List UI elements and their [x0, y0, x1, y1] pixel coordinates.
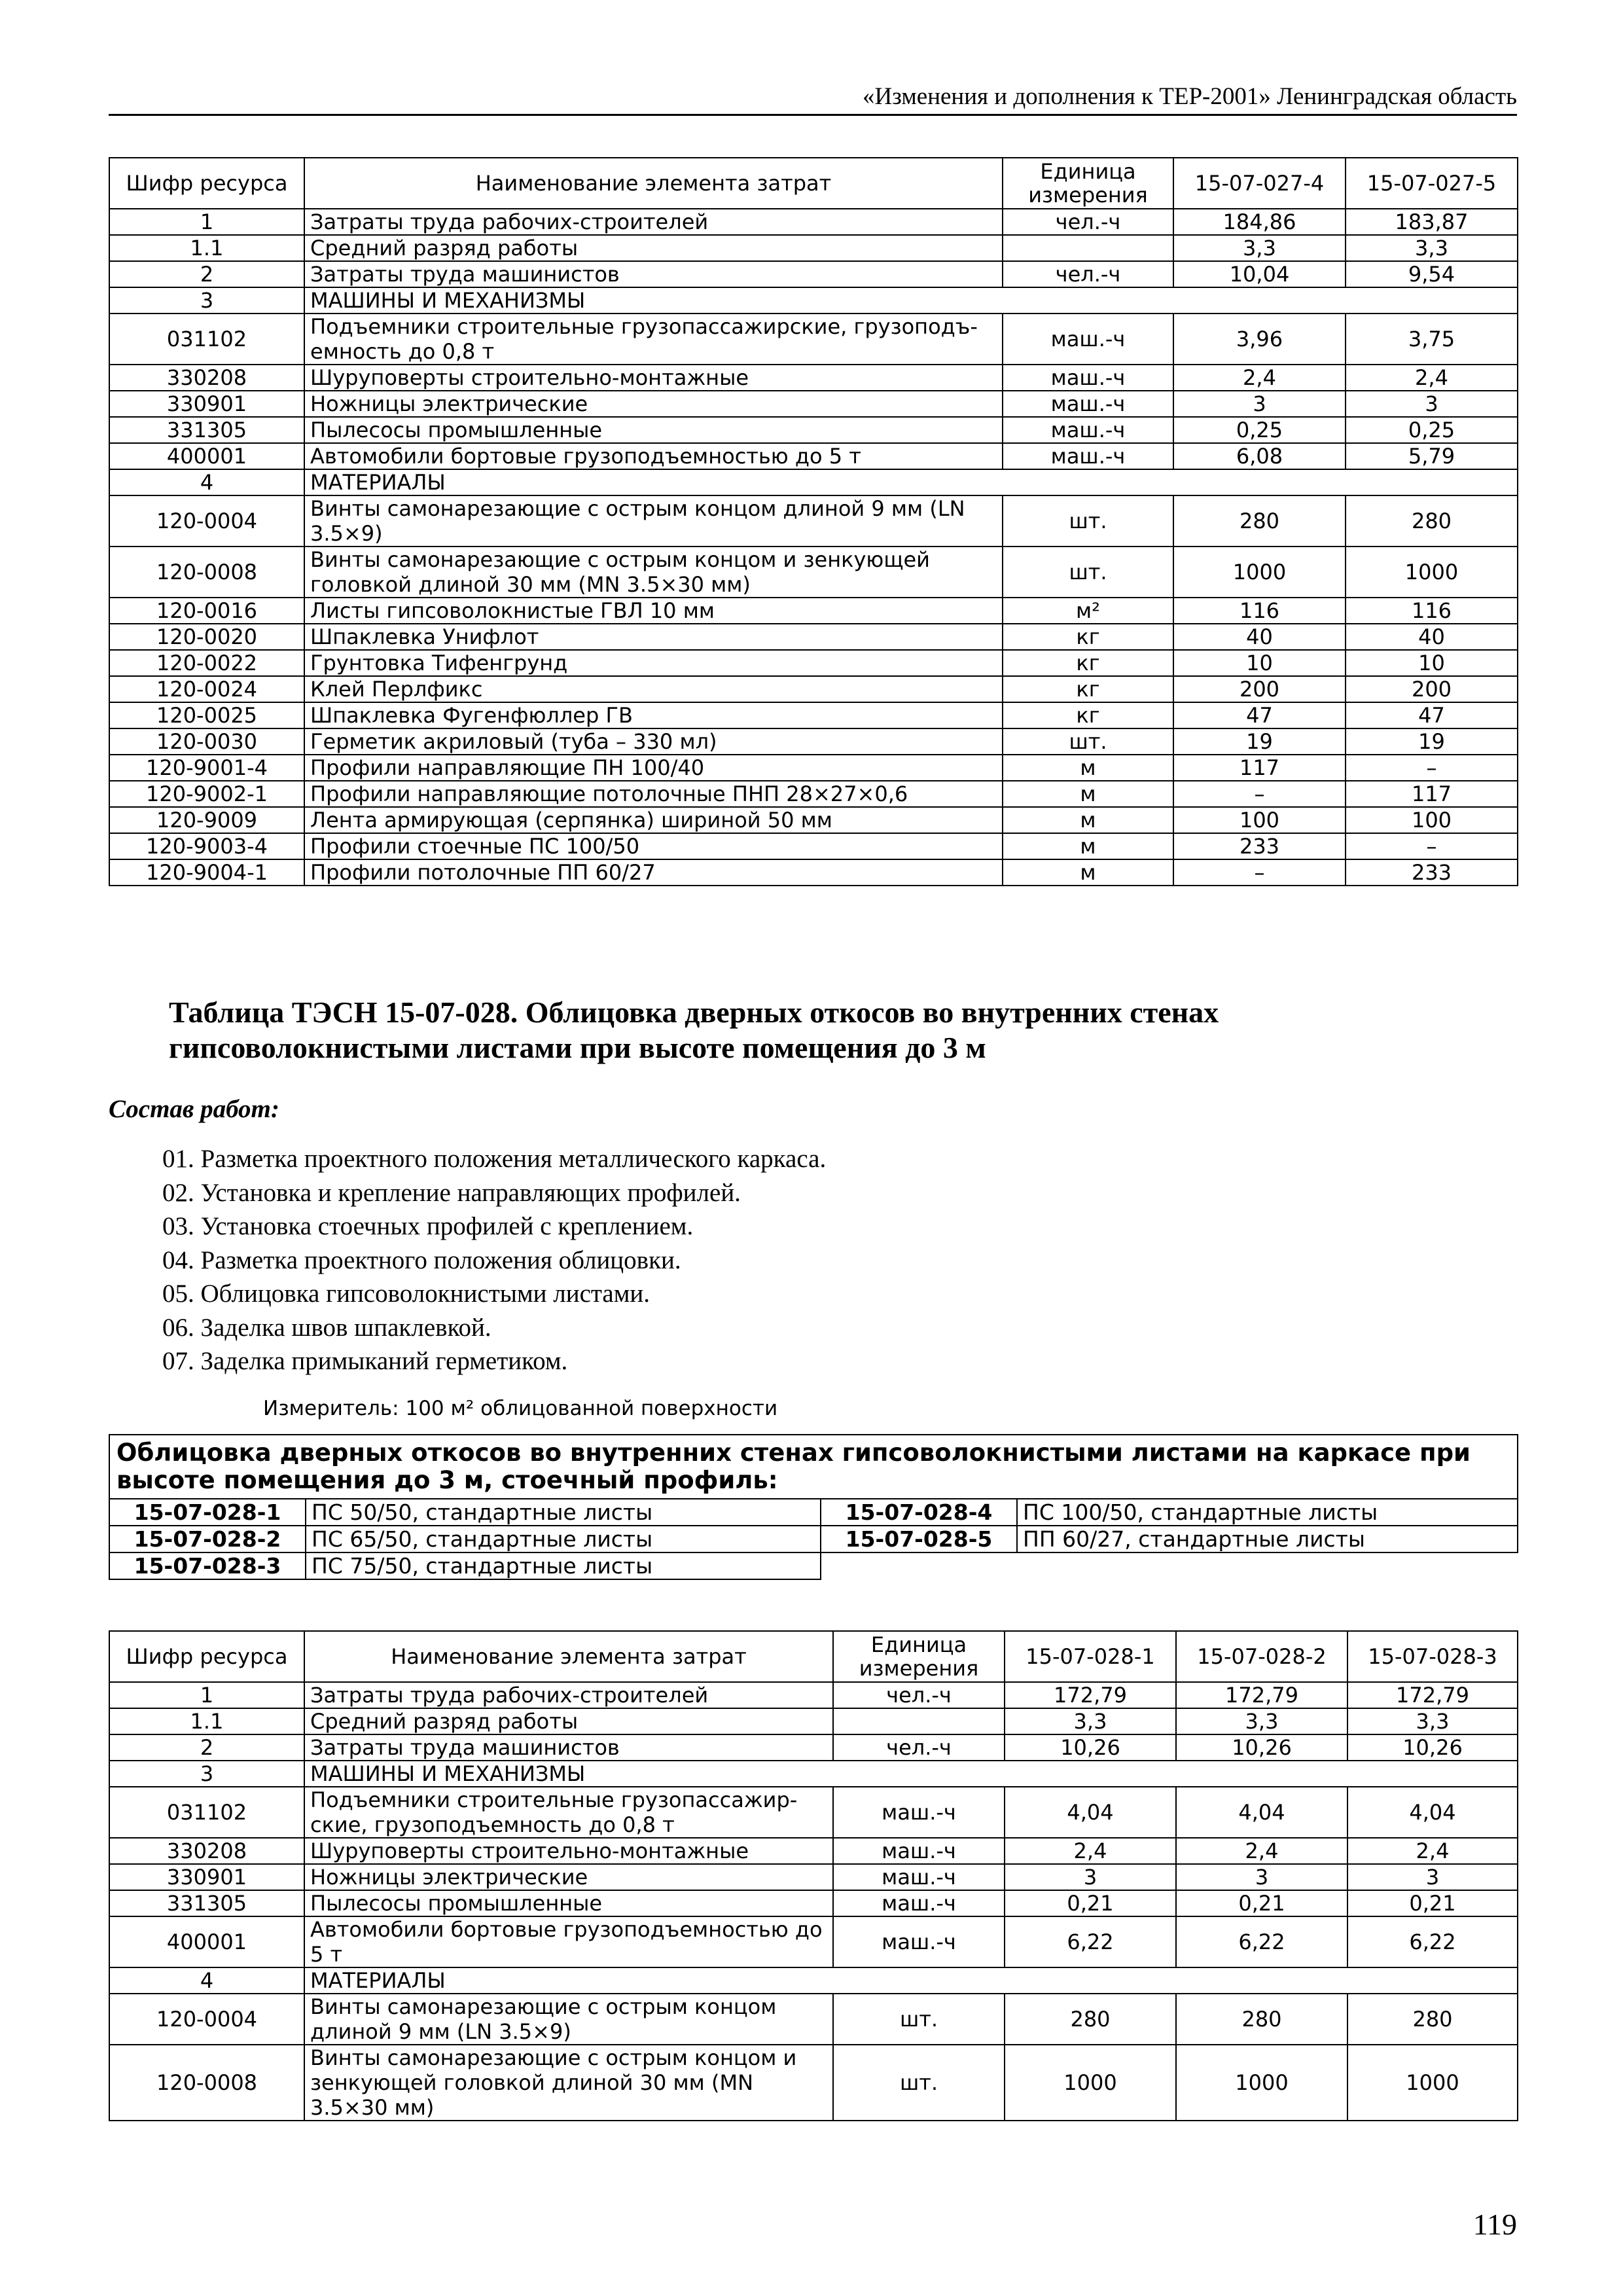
cell-value: 3,75 — [1346, 314, 1518, 365]
cell-name: МАШИНЫ И МЕХАНИЗМЫ — [304, 1761, 1518, 1787]
cell-value: 280 — [1005, 1994, 1176, 2045]
cell-name: МАШИНЫ И МЕХАНИЗМЫ — [304, 287, 1518, 314]
cell-value: 2,4 — [1173, 365, 1346, 391]
table-row — [109, 547, 1518, 598]
list-item: 02. Установка и крепление направляющих профилей. — [162, 1178, 741, 1207]
table-row — [109, 1734, 1518, 1761]
cell-unit: м — [1003, 781, 1173, 807]
cell-value: – — [1346, 833, 1518, 859]
cell-value: 10 — [1173, 650, 1346, 676]
table-row — [109, 859, 1518, 886]
cell-unit: кг — [1003, 676, 1173, 702]
cell-code: 120-9004-1 — [109, 859, 304, 886]
cell-code: 120-0008 — [109, 2045, 304, 2121]
cell-name: Листы гипсоволокнистые ГВЛ 10 мм — [304, 598, 1003, 624]
cell-name: Шуруповерты строительно-монтажные — [304, 1838, 833, 1864]
cell-code: 120-0030 — [109, 728, 304, 755]
variant-code: 15-07-028-3 — [109, 1552, 306, 1579]
cell-code: 120-9001-4 — [109, 755, 304, 781]
cell-value: 2,4 — [1347, 1838, 1518, 1864]
cell-value: 6,22 — [1005, 1916, 1176, 1967]
cell-value: 4,04 — [1347, 1787, 1518, 1838]
col-header-name: Наименование элемента затрат — [304, 1631, 833, 1682]
cell-value: 5,79 — [1346, 443, 1518, 469]
measurement-unit: Измеритель: 100 м² облицованной поверхности — [263, 1397, 778, 1420]
variants-table — [109, 1434, 1518, 1580]
cell-code: 1.1 — [109, 235, 304, 261]
cell-unit: маш.-ч — [833, 1890, 1005, 1916]
cell-value: 6,22 — [1347, 1916, 1518, 1967]
table-body — [109, 209, 1518, 886]
cell-name: Лента армирующая (серпянка) шириной 50 мм — [304, 807, 1003, 833]
table-row — [109, 1761, 1518, 1787]
resource-table-027 — [109, 157, 1518, 886]
cell-value: 47 — [1346, 702, 1518, 728]
table-row — [109, 598, 1518, 624]
table-row — [109, 1838, 1518, 1864]
table-row — [109, 624, 1518, 650]
cell-value: 100 — [1346, 807, 1518, 833]
variants-caption-row — [109, 1435, 1518, 1499]
cell-code: 2 — [109, 1734, 304, 1761]
table-row — [109, 1552, 1518, 1579]
cell-unit: м² — [1003, 598, 1173, 624]
variant-desc: ПС 50/50, стандартные листы — [306, 1499, 821, 1526]
table-row — [109, 495, 1518, 547]
cell-name: Винты самонарезающие с острым концом длиной 9 мм (LN 3.5×9) — [304, 495, 1003, 547]
variant-desc: ПС 100/50, стандартные листы — [1017, 1499, 1518, 1526]
cell-code: 330901 — [109, 391, 304, 417]
cell-code: 120-0004 — [109, 495, 304, 547]
table-row — [109, 314, 1518, 365]
cell-value: 3,3 — [1347, 1708, 1518, 1734]
cell-value: 19 — [1346, 728, 1518, 755]
col-header-code: Шифр ресурса — [109, 158, 304, 209]
cell-name: Профили потолочные ПП 60/27 — [304, 859, 1003, 886]
table-row — [109, 469, 1518, 495]
cell-unit: маш.-ч — [1003, 391, 1173, 417]
col-header-028-3: 15-07-028-3 — [1347, 1631, 1518, 1682]
cell-value: 10,04 — [1173, 261, 1346, 287]
cell-code: 120-9002-1 — [109, 781, 304, 807]
cell-name: Шпаклевка Унифлот — [304, 624, 1003, 650]
cell-name: МАТЕРИАЛЫ — [304, 1967, 1518, 1994]
cell-name: Затраты труда машинистов — [304, 261, 1003, 287]
cell-unit: чел.-ч — [1003, 261, 1173, 287]
table-row — [109, 391, 1518, 417]
cell-name: Затраты труда рабочих-строителей — [304, 209, 1003, 235]
cell-value: 172,79 — [1005, 1682, 1176, 1708]
variant-code: 15-07-028-2 — [109, 1526, 306, 1552]
running-header: «Изменения и дополнения к ТЕР-2001» Ленинградская область — [109, 84, 1517, 116]
cell-value: 280 — [1176, 1994, 1347, 2045]
col-header-unit: Единица измерения — [1003, 158, 1173, 209]
cell-unit: шт. — [1003, 547, 1173, 598]
table-header-row — [109, 158, 1518, 209]
cell-unit: кг — [1003, 702, 1173, 728]
cell-value: 2,4 — [1176, 1838, 1347, 1864]
cell-value: – — [1173, 859, 1346, 886]
cell-value: 4,04 — [1005, 1787, 1176, 1838]
cell-unit: м — [1003, 807, 1173, 833]
cell-value: 3,3 — [1176, 1708, 1347, 1734]
cell-value: 200 — [1346, 676, 1518, 702]
section-title — [169, 995, 1412, 1066]
cell-value: 233 — [1173, 833, 1346, 859]
table-row — [109, 261, 1518, 287]
cell-name: Затраты труда машинистов — [304, 1734, 833, 1761]
list-item: 04. Разметка проектного положения облицовки. — [162, 1246, 681, 1274]
cell-code: 120-9009 — [109, 807, 304, 833]
cell-unit: шт. — [1003, 495, 1173, 547]
cell-value: 1000 — [1176, 2045, 1347, 2121]
cell-value: 9,54 — [1346, 261, 1518, 287]
cell-name: Винты самонарезающие с острым концом и зенкующей головкой длиной 30 мм (MN 3.5×30 мм) — [304, 547, 1003, 598]
cell-value: 1000 — [1346, 547, 1518, 598]
cell-value: 1000 — [1347, 2045, 1518, 2121]
variant-desc: ПС 75/50, стандартные листы — [306, 1552, 821, 1579]
table-row — [109, 365, 1518, 391]
cell-name: Подъемники строительные грузопассажир-ские, грузоподъемность до 0,8 т — [304, 1787, 833, 1838]
cell-name: Шуруповерты строительно-монтажные — [304, 365, 1003, 391]
cell-code: 031102 — [109, 314, 304, 365]
resource-table-028 — [109, 1630, 1518, 2121]
cell-value: 3 — [1346, 391, 1518, 417]
cell-value: 172,79 — [1347, 1682, 1518, 1708]
cell-code: 1 — [109, 1682, 304, 1708]
list-item: 05. Облицовка гипсоволокнистыми листами. — [162, 1280, 651, 1308]
cell-unit — [833, 1708, 1005, 1734]
cell-value: 280 — [1173, 495, 1346, 547]
cell-unit: чел.-ч — [833, 1734, 1005, 1761]
col-header-028-1: 15-07-028-1 — [1005, 1631, 1176, 1682]
cell-unit: м — [1003, 859, 1173, 886]
cell-value: 6,08 — [1173, 443, 1346, 469]
cell-code: 120-0020 — [109, 624, 304, 650]
cell-name: Пылесосы промышленные — [304, 417, 1003, 443]
cell-name: Герметик акриловый (туба – 330 мл) — [304, 728, 1003, 755]
cell-value: 0,21 — [1005, 1890, 1176, 1916]
cell-value: 1000 — [1173, 547, 1346, 598]
cell-unit: м — [1003, 833, 1173, 859]
list-item: 03. Установка стоечных профилей с креплением. — [162, 1212, 694, 1240]
variants-caption: Облицовка дверных откосов во внутренних стенах гипсоволокнистыми листами на каркасе при высоте помещения до 3 м, стоечный профиль: — [109, 1435, 1518, 1499]
col-header-027-4: 15-07-027-4 — [1173, 158, 1346, 209]
cell-unit — [1003, 235, 1173, 261]
cell-code: 120-0016 — [109, 598, 304, 624]
cell-name: Затраты труда рабочих-строителей — [304, 1682, 833, 1708]
cell-code: 331305 — [109, 417, 304, 443]
cell-unit: маш.-ч — [1003, 443, 1173, 469]
cell-unit: кг — [1003, 624, 1173, 650]
table-row — [109, 702, 1518, 728]
cell-value: 100 — [1173, 807, 1346, 833]
cell-value: 280 — [1346, 495, 1518, 547]
table-row — [109, 2045, 1518, 2121]
cell-code: 120-0008 — [109, 547, 304, 598]
cell-code: 1.1 — [109, 1708, 304, 1734]
cell-unit: шт. — [1003, 728, 1173, 755]
cell-value: 0,21 — [1176, 1890, 1347, 1916]
table-row — [109, 650, 1518, 676]
cell-name: Профили стоечные ПС 100/50 — [304, 833, 1003, 859]
cell-value: 117 — [1173, 755, 1346, 781]
cell-value: 10,26 — [1347, 1734, 1518, 1761]
cell-value: 0,25 — [1173, 417, 1346, 443]
cell-value: – — [1346, 755, 1518, 781]
cell-name: Шпаклевка Фугенфюллер ГВ — [304, 702, 1003, 728]
cell-value: 117 — [1346, 781, 1518, 807]
col-header-unit: Единица измерения — [833, 1631, 1005, 1682]
table-row — [109, 833, 1518, 859]
cell-code: 031102 — [109, 1787, 304, 1838]
cell-value: 47 — [1173, 702, 1346, 728]
cell-unit: маш.-ч — [1003, 365, 1173, 391]
cell-code: 120-0024 — [109, 676, 304, 702]
col-header-027-5: 15-07-027-5 — [1346, 158, 1518, 209]
empty-cell — [821, 1552, 1518, 1579]
cell-unit: маш.-ч — [1003, 417, 1173, 443]
cell-value: 183,87 — [1346, 209, 1518, 235]
cell-name: Профили направляющие потолочные ПНП 28×27×0,6 — [304, 781, 1003, 807]
variant-code: 15-07-028-5 — [821, 1526, 1017, 1552]
cell-value: 2,4 — [1346, 365, 1518, 391]
cell-value: 233 — [1346, 859, 1518, 886]
cell-value: 0,25 — [1346, 417, 1518, 443]
cell-value: 1000 — [1005, 2045, 1176, 2121]
cell-code: 2 — [109, 261, 304, 287]
cell-unit: маш.-ч — [833, 1864, 1005, 1890]
table-row — [109, 728, 1518, 755]
cell-value: – — [1173, 781, 1346, 807]
cell-unit: м — [1003, 755, 1173, 781]
cell-value: 19 — [1173, 728, 1346, 755]
cell-unit: маш.-ч — [833, 1916, 1005, 1967]
cell-code: 120-0004 — [109, 1994, 304, 2045]
table-row — [109, 1994, 1518, 2045]
cell-code: 120-0022 — [109, 650, 304, 676]
cell-value: 184,86 — [1173, 209, 1346, 235]
table-row — [109, 235, 1518, 261]
cell-name: Клей Перлфикс — [304, 676, 1003, 702]
table-row — [109, 443, 1518, 469]
cell-name: Средний разряд работы — [304, 1708, 833, 1734]
variant-code: 15-07-028-1 — [109, 1499, 306, 1526]
cell-value: 40 — [1346, 624, 1518, 650]
cell-value: 10 — [1346, 650, 1518, 676]
cell-code: 330208 — [109, 1838, 304, 1864]
table-row — [109, 287, 1518, 314]
cell-value: 3,96 — [1173, 314, 1346, 365]
cell-unit: маш.-ч — [833, 1838, 1005, 1864]
table-row — [109, 209, 1518, 235]
cell-unit: маш.-ч — [1003, 314, 1173, 365]
table-row — [109, 1787, 1518, 1838]
cell-name: Грунтовка Тифенгрунд — [304, 650, 1003, 676]
table-row — [109, 1708, 1518, 1734]
table-row — [109, 755, 1518, 781]
cell-name: МАТЕРИАЛЫ — [304, 469, 1518, 495]
cell-value: 116 — [1173, 598, 1346, 624]
cell-code: 4 — [109, 1967, 304, 1994]
cell-name: Автомобили бортовые грузоподъемностью до 5 т — [304, 443, 1003, 469]
cell-name: Винты самонарезающие с острым концом длиной 9 мм (LN 3.5×9) — [304, 1994, 833, 2045]
table-row — [109, 781, 1518, 807]
table-row — [109, 1526, 1518, 1552]
table-row — [109, 1890, 1518, 1916]
cell-unit: шт. — [833, 1994, 1005, 2045]
cell-name: Средний разряд работы — [304, 235, 1003, 261]
cell-value: 2,4 — [1005, 1838, 1176, 1864]
cell-code: 4 — [109, 469, 304, 495]
list-item: 01. Разметка проектного положения металлического каркаса. — [162, 1145, 827, 1173]
table-row — [109, 1864, 1518, 1890]
table-row — [109, 676, 1518, 702]
variant-code: 15-07-028-4 — [821, 1499, 1017, 1526]
section-title-line2: гипсоволокнистыми листами при высоте помещения до 3 м — [169, 1031, 986, 1064]
cell-value: 0,21 — [1347, 1890, 1518, 1916]
cell-value: 4,04 — [1176, 1787, 1347, 1838]
cell-value: 10,26 — [1176, 1734, 1347, 1761]
table-body — [109, 1682, 1518, 2121]
cell-value: 200 — [1173, 676, 1346, 702]
cell-value: 172,79 — [1176, 1682, 1347, 1708]
col-header-code: Шифр ресурса — [109, 1631, 304, 1682]
cell-value: 6,22 — [1176, 1916, 1347, 1967]
list-item: 07. Заделка примыканий герметиком. — [162, 1347, 568, 1375]
list-item: 06. Заделка швов шпаклевкой. — [162, 1313, 491, 1342]
cell-code: 330901 — [109, 1864, 304, 1890]
cell-code: 3 — [109, 1761, 304, 1787]
cell-name: Автомобили бортовые грузоподъемностью до 5 т — [304, 1916, 833, 1967]
cell-value: 3 — [1005, 1864, 1176, 1890]
table-row — [109, 1499, 1518, 1526]
cell-value: 3,3 — [1005, 1708, 1176, 1734]
cell-code: 120-9003-4 — [109, 833, 304, 859]
cell-name: Ножницы электрические — [304, 391, 1003, 417]
cell-code: 3 — [109, 287, 304, 314]
cell-value: 40 — [1173, 624, 1346, 650]
table-row — [109, 807, 1518, 833]
cell-unit: шт. — [833, 2045, 1005, 2121]
cell-value: 3 — [1176, 1864, 1347, 1890]
cell-unit: чел.-ч — [833, 1682, 1005, 1708]
cell-value: 280 — [1347, 1994, 1518, 2045]
cell-name: Винты самонарезающие с острым концом и зенкующей головкой длиной 30 мм (MN 3.5×30 мм) — [304, 2045, 833, 2121]
cell-code: 331305 — [109, 1890, 304, 1916]
table-row — [109, 417, 1518, 443]
cell-name: Подъемники строительные грузопассажирские, грузоподъ-емность до 0,8 т — [304, 314, 1003, 365]
table-row — [109, 1916, 1518, 1967]
cell-value: 3,3 — [1173, 235, 1346, 261]
cell-code: 400001 — [109, 443, 304, 469]
variant-desc: ПП 60/27, стандартные листы — [1017, 1526, 1518, 1552]
cell-value: 116 — [1346, 598, 1518, 624]
cell-unit: чел.-ч — [1003, 209, 1173, 235]
col-header-028-2: 15-07-028-2 — [1176, 1631, 1347, 1682]
cell-value: 3 — [1347, 1864, 1518, 1890]
cell-code: 1 — [109, 209, 304, 235]
cell-unit: маш.-ч — [833, 1787, 1005, 1838]
cell-value: 3 — [1173, 391, 1346, 417]
work-steps-list — [162, 1142, 826, 1378]
page-number: 119 — [1472, 2208, 1517, 2241]
col-header-name: Наименование элемента затрат — [304, 158, 1003, 209]
table-header-row — [109, 1631, 1518, 1682]
variant-desc: ПС 65/50, стандартные листы — [306, 1526, 821, 1552]
cell-unit: кг — [1003, 650, 1173, 676]
cell-code: 120-0025 — [109, 702, 304, 728]
cell-code: 330208 — [109, 365, 304, 391]
section-title-line1: Таблица ТЭСН 15-07-028. Облицовка дверных откосов во внутренних стенах — [169, 996, 1219, 1029]
cell-code: 400001 — [109, 1916, 304, 1967]
cell-name: Ножницы электрические — [304, 1864, 833, 1890]
cell-value: 10,26 — [1005, 1734, 1176, 1761]
table-row — [109, 1967, 1518, 1994]
work-composition-label: Состав работ: — [109, 1095, 279, 1123]
cell-name: Профили направляющие ПН 100/40 — [304, 755, 1003, 781]
cell-name: Пылесосы промышленные — [304, 1890, 833, 1916]
cell-value: 3,3 — [1346, 235, 1518, 261]
table-row — [109, 1682, 1518, 1708]
